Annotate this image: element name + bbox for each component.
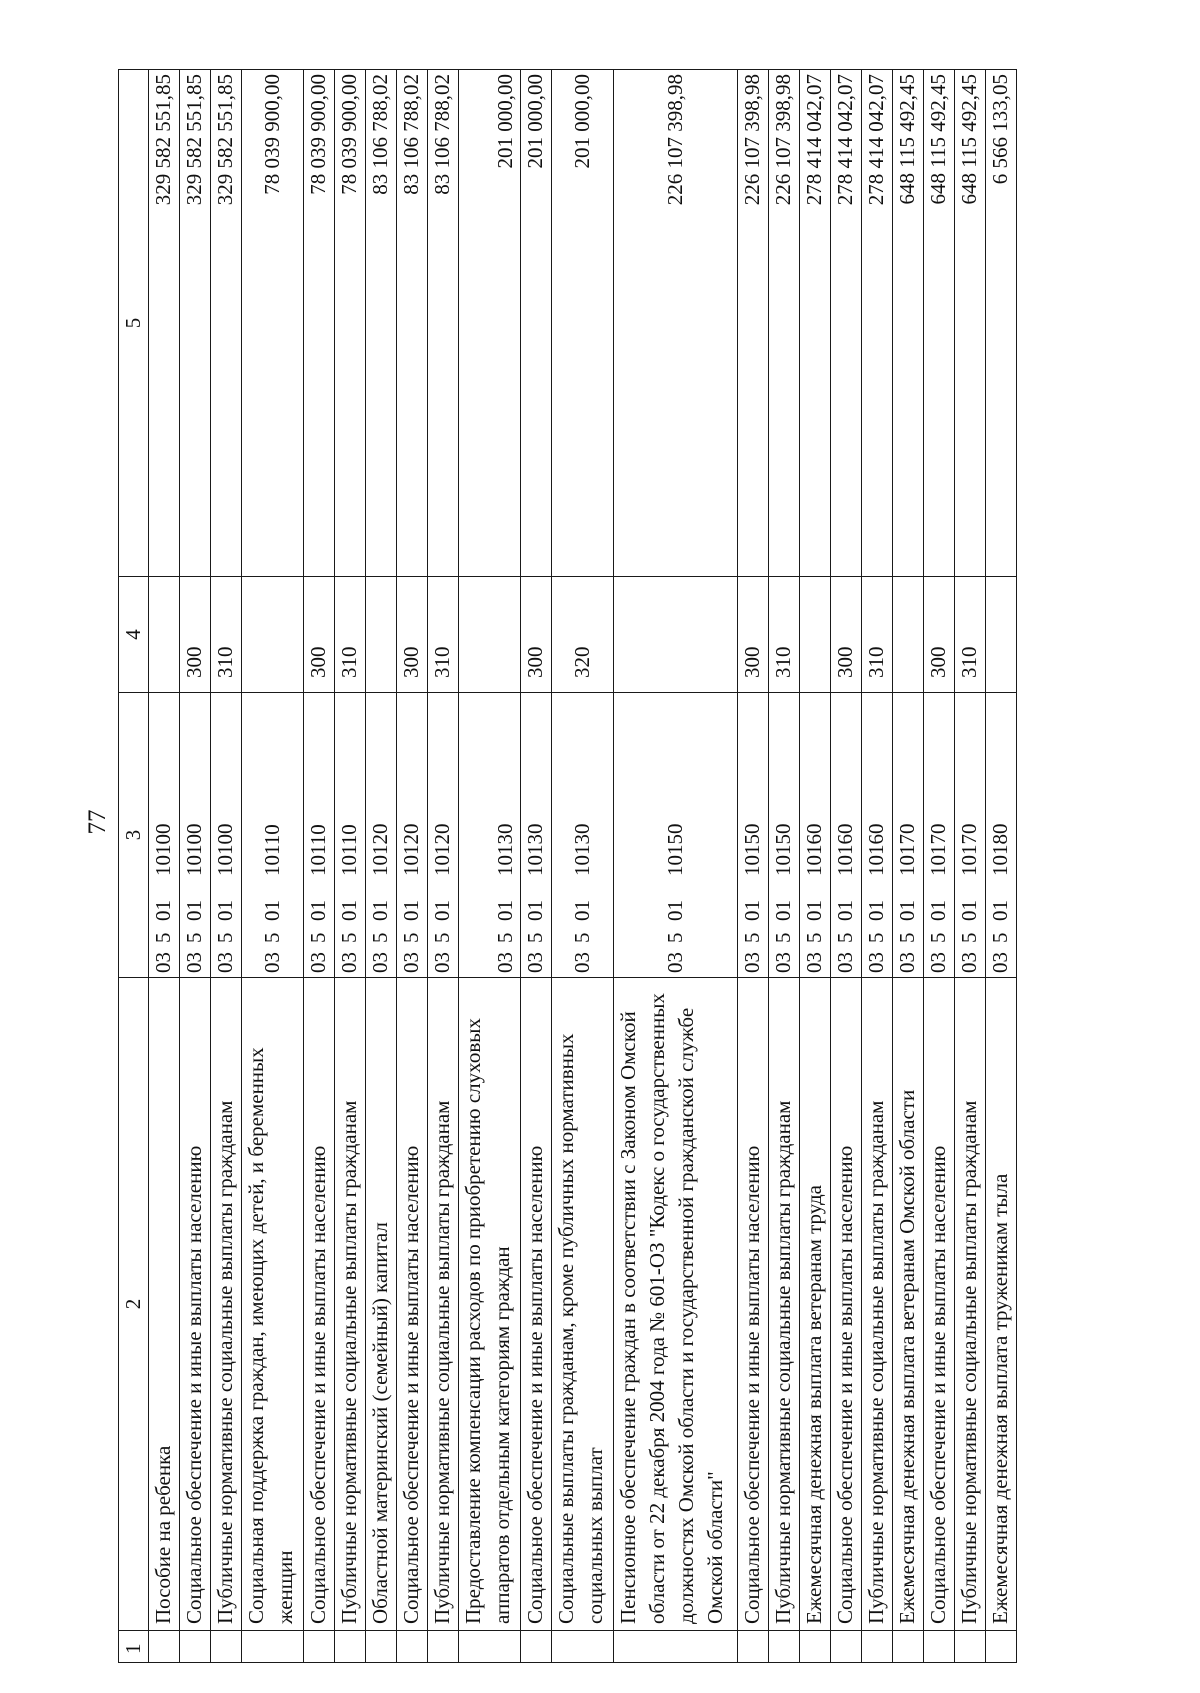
- header-col-2: 2: [119, 978, 149, 1631]
- row-index-cell: [552, 1631, 614, 1663]
- row-name: Публичные нормативные социальные выплаты гражданам: [862, 978, 893, 1631]
- code-program: 5: [337, 932, 361, 943]
- code-subprogram: 01: [864, 900, 888, 921]
- row-name: Публичные нормативные социальные выплаты гражданам: [428, 978, 459, 1631]
- row-amount: 78 039 900,00: [335, 70, 366, 577]
- row-expense-type: 300: [397, 577, 428, 693]
- code-target: 10110: [306, 824, 330, 876]
- budget-table: [118, 69, 1017, 1663]
- row-code-cell: [242, 693, 304, 978]
- row-amount: 329 582 551,85: [149, 70, 180, 577]
- row-expense-type: 310: [428, 577, 459, 693]
- header-col-5: 5: [119, 70, 149, 577]
- row-amount: 78 039 900,00: [304, 70, 335, 577]
- code-target: 10160: [864, 823, 888, 876]
- code-section: 03: [926, 952, 950, 973]
- row-amount: 201 000,00: [552, 70, 614, 577]
- row-name: Публичные нормативные социальные выплаты гражданам: [769, 978, 800, 1631]
- row-code-cell: [428, 693, 459, 978]
- code-section: 03: [957, 952, 981, 973]
- code-section: 03: [663, 952, 687, 973]
- code-subprogram: 01: [213, 900, 237, 921]
- code-subprogram: 01: [430, 900, 454, 921]
- table-row: [428, 70, 459, 1663]
- row-amount: 278 414 042,07: [831, 70, 862, 577]
- table-row: [800, 70, 831, 1663]
- code-section: 03: [399, 952, 423, 973]
- row-name: Социальное обеспечение и иные выплаты населению: [304, 978, 335, 1631]
- code-program: 5: [833, 932, 857, 943]
- code-target: 10170: [895, 823, 919, 876]
- row-index-cell: [180, 1631, 211, 1663]
- row-amount: 278 414 042,07: [862, 70, 893, 577]
- row-code-cell: [149, 693, 180, 978]
- row-name: Областной материнский (семейный) капитал: [366, 978, 397, 1631]
- header-row: [119, 70, 149, 1663]
- code-program: 5: [926, 932, 950, 943]
- row-amount: 201 000,00: [459, 70, 521, 577]
- row-index-cell: [769, 1631, 800, 1663]
- row-index-cell: [366, 1631, 397, 1663]
- row-name: Ежемесячная денежная выплата труженикам тыла: [986, 978, 1017, 1631]
- row-name: Социальные выплаты гражданам, кроме публичных нормативных социальных выплат: [552, 978, 614, 1631]
- code-subprogram: 01: [523, 900, 547, 921]
- row-index-cell: [831, 1631, 862, 1663]
- row-code-cell: [335, 693, 366, 978]
- row-index-cell: [335, 1631, 366, 1663]
- row-amount: 83 106 788,02: [366, 70, 397, 577]
- header-col-4: 4: [119, 577, 149, 693]
- row-name: Социальное обеспечение и иные выплаты населению: [397, 978, 428, 1631]
- code-section: 03: [523, 952, 547, 973]
- code-section: 03: [213, 952, 237, 973]
- table-row: [335, 70, 366, 1663]
- code-program: 5: [957, 932, 981, 943]
- table-row: [521, 70, 552, 1663]
- code-subprogram: 01: [260, 900, 284, 921]
- code-subprogram: 01: [151, 900, 175, 921]
- code-section: 03: [430, 952, 454, 973]
- table-row: [862, 70, 893, 1663]
- row-name: Публичные нормативные социальные выплаты гражданам: [955, 978, 986, 1631]
- code-subprogram: 01: [306, 900, 330, 921]
- row-code-cell: [738, 693, 769, 978]
- row-expense-type: 300: [738, 577, 769, 693]
- row-code-cell: [304, 693, 335, 978]
- row-expense-type: [149, 577, 180, 693]
- row-index-cell: [521, 1631, 552, 1663]
- row-name: Пособие на ребенка: [149, 978, 180, 1631]
- table-row: [738, 70, 769, 1663]
- code-target: 10150: [740, 823, 764, 876]
- row-expense-type: 300: [521, 577, 552, 693]
- row-amount: 648 115 492,45: [924, 70, 955, 577]
- row-name: Пенсионное обеспечение граждан в соответствии с Законом Омской области от 22 декабря 2004 года № 601-ОЗ "Кодекс о государственных должностях Омской области и государственной гражданской службе Омской области": [614, 978, 738, 1631]
- code-section: 03: [151, 952, 175, 973]
- code-target: 10100: [151, 823, 175, 876]
- row-expense-type: [614, 577, 738, 693]
- row-code-cell: [986, 693, 1017, 978]
- code-subprogram: 01: [833, 900, 857, 921]
- table-row: [614, 70, 738, 1663]
- code-subprogram: 01: [493, 900, 517, 921]
- row-amount: 83 106 788,02: [397, 70, 428, 577]
- code-subprogram: 01: [182, 900, 206, 921]
- row-code-cell: [552, 693, 614, 978]
- row-amount: 201 000,00: [521, 70, 552, 577]
- code-section: 03: [771, 952, 795, 973]
- row-index-cell: [955, 1631, 986, 1663]
- row-code-cell: [800, 693, 831, 978]
- row-amount: 226 107 398,98: [738, 70, 769, 577]
- row-code-cell: [614, 693, 738, 978]
- row-expense-type: [800, 577, 831, 693]
- table-row: [211, 70, 242, 1663]
- row-code-cell: [521, 693, 552, 978]
- row-code-cell: [769, 693, 800, 978]
- code-program: 5: [663, 932, 687, 943]
- code-section: 03: [493, 952, 517, 973]
- code-target: 10100: [213, 823, 237, 876]
- row-expense-type: 310: [862, 577, 893, 693]
- row-index-cell: [211, 1631, 242, 1663]
- row-amount: 226 107 398,98: [769, 70, 800, 577]
- table-row: [769, 70, 800, 1663]
- table-row: [397, 70, 428, 1663]
- row-index-cell: [986, 1631, 1017, 1663]
- code-target: 10150: [663, 823, 687, 876]
- row-amount: 648 115 492,45: [893, 70, 924, 577]
- row-amount: 78 039 900,00: [242, 70, 304, 577]
- code-program: 5: [988, 932, 1012, 943]
- code-program: 5: [523, 932, 547, 943]
- code-program: 5: [895, 932, 919, 943]
- row-expense-type: [242, 577, 304, 693]
- row-name: Социальное обеспечение и иные выплаты населению: [924, 978, 955, 1631]
- row-index-cell: [862, 1631, 893, 1663]
- code-subprogram: 01: [771, 900, 795, 921]
- row-expense-type: 310: [211, 577, 242, 693]
- code-subprogram: 01: [802, 900, 826, 921]
- code-program: 5: [493, 932, 517, 943]
- code-program: 5: [182, 932, 206, 943]
- table-row: [304, 70, 335, 1663]
- code-section: 03: [260, 952, 284, 973]
- page-number: 77: [84, 809, 111, 835]
- row-name: Социальная поддержка граждан, имеющих детей, и беременных женщин: [242, 978, 304, 1631]
- code-target: 10130: [570, 823, 594, 876]
- row-index-cell: [304, 1631, 335, 1663]
- code-target: 10160: [802, 823, 826, 876]
- row-amount: 278 414 042,07: [800, 70, 831, 577]
- table-row: [955, 70, 986, 1663]
- row-name: Ежемесячная денежная выплата ветеранам труда: [800, 978, 831, 1631]
- row-index-cell: [614, 1631, 738, 1663]
- code-target: 10120: [430, 823, 454, 876]
- code-target: 10120: [368, 823, 392, 876]
- code-section: 03: [895, 952, 919, 973]
- code-program: 5: [368, 932, 392, 943]
- code-program: 5: [570, 932, 594, 943]
- code-section: 03: [988, 952, 1012, 973]
- code-program: 5: [771, 932, 795, 943]
- row-expense-type: [986, 577, 1017, 693]
- code-subprogram: 01: [988, 900, 1012, 921]
- table-row: [986, 70, 1017, 1663]
- row-index-cell: [242, 1631, 304, 1663]
- code-section: 03: [182, 952, 206, 973]
- row-code-cell: [955, 693, 986, 978]
- table-row: [180, 70, 211, 1663]
- code-subprogram: 01: [740, 900, 764, 921]
- row-name: Социальное обеспечение и иные выплаты населению: [521, 978, 552, 1631]
- row-index-cell: [397, 1631, 428, 1663]
- row-expense-type: 300: [304, 577, 335, 693]
- rotated-page-content: [118, 70, 1124, 1663]
- row-amount: 329 582 551,85: [211, 70, 242, 577]
- code-target: 10150: [771, 823, 795, 876]
- code-program: 5: [430, 932, 454, 943]
- row-code-cell: [459, 693, 521, 978]
- code-section: 03: [833, 952, 857, 973]
- row-amount: 6 566 133,05: [986, 70, 1017, 577]
- code-program: 5: [213, 932, 237, 943]
- row-code-cell: [893, 693, 924, 978]
- row-code-cell: [211, 693, 242, 978]
- code-target: 10170: [957, 823, 981, 876]
- row-index-cell: [738, 1631, 769, 1663]
- code-section: 03: [802, 952, 826, 973]
- code-target: 10130: [523, 823, 547, 876]
- code-program: 5: [740, 932, 764, 943]
- code-program: 5: [864, 932, 888, 943]
- row-expense-type: 310: [955, 577, 986, 693]
- row-amount: 329 582 551,85: [180, 70, 211, 577]
- code-target: 10170: [926, 823, 950, 876]
- table-row: [924, 70, 955, 1663]
- row-index-cell: [800, 1631, 831, 1663]
- code-target: 10130: [493, 823, 517, 876]
- code-target: 10110: [337, 824, 361, 876]
- code-subprogram: 01: [895, 900, 919, 921]
- row-expense-type: 320: [552, 577, 614, 693]
- row-amount: 648 115 492,45: [955, 70, 986, 577]
- row-expense-type: 310: [335, 577, 366, 693]
- code-target: 10100: [182, 823, 206, 876]
- code-program: 5: [151, 932, 175, 943]
- row-amount: 83 106 788,02: [428, 70, 459, 577]
- table-row: [893, 70, 924, 1663]
- code-subprogram: 01: [663, 900, 687, 921]
- code-program: 5: [260, 932, 284, 943]
- header-col-3: 3: [119, 693, 149, 978]
- row-expense-type: [893, 577, 924, 693]
- row-index-cell: [149, 1631, 180, 1663]
- row-index-cell: [459, 1631, 521, 1663]
- code-target: 10110: [260, 824, 284, 876]
- row-code-cell: [397, 693, 428, 978]
- row-expense-type: [366, 577, 397, 693]
- code-section: 03: [864, 952, 888, 973]
- row-code-cell: [180, 693, 211, 978]
- code-section: 03: [368, 952, 392, 973]
- row-amount: 226 107 398,98: [614, 70, 738, 577]
- row-name: Социальное обеспечение и иные выплаты населению: [738, 978, 769, 1631]
- code-target: 10120: [399, 823, 423, 876]
- row-name: Социальное обеспечение и иные выплаты населению: [831, 978, 862, 1631]
- table-row: [366, 70, 397, 1663]
- code-program: 5: [802, 932, 826, 943]
- table-row: [459, 70, 521, 1663]
- header-col-1: 1: [119, 1631, 149, 1663]
- row-expense-type: 300: [831, 577, 862, 693]
- code-target: 10180: [988, 823, 1012, 876]
- row-index-cell: [924, 1631, 955, 1663]
- row-name: Ежемесячная денежная выплата ветеранам Омской области: [893, 978, 924, 1631]
- row-code-cell: [831, 693, 862, 978]
- row-expense-type: [459, 577, 521, 693]
- code-subprogram: 01: [337, 900, 361, 921]
- row-index-cell: [428, 1631, 459, 1663]
- code-subprogram: 01: [570, 900, 594, 921]
- row-code-cell: [366, 693, 397, 978]
- code-section: 03: [337, 952, 361, 973]
- row-name: Публичные нормативные социальные выплаты гражданам: [211, 978, 242, 1631]
- code-target: 10160: [833, 823, 857, 876]
- code-section: 03: [740, 952, 764, 973]
- code-program: 5: [399, 932, 423, 943]
- code-program: 5: [306, 932, 330, 943]
- code-subprogram: 01: [399, 900, 423, 921]
- row-expense-type: 310: [769, 577, 800, 693]
- row-expense-type: 300: [924, 577, 955, 693]
- code-section: 03: [570, 952, 594, 973]
- row-index-cell: [893, 1631, 924, 1663]
- row-name: Публичные нормативные социальные выплаты гражданам: [335, 978, 366, 1631]
- table-row: [831, 70, 862, 1663]
- row-name: Социальное обеспечение и иные выплаты населению: [180, 978, 211, 1631]
- code-subprogram: 01: [368, 900, 392, 921]
- row-code-cell: [924, 693, 955, 978]
- code-section: 03: [306, 952, 330, 973]
- table-row: [149, 70, 180, 1663]
- row-name: Предоставление компенсации расходов по приобретению слуховых аппаратов отдельным категориям граждан: [459, 978, 521, 1631]
- code-subprogram: 01: [926, 900, 950, 921]
- row-expense-type: 300: [180, 577, 211, 693]
- table-row: [552, 70, 614, 1663]
- table-row: [242, 70, 304, 1663]
- code-subprogram: 01: [957, 900, 981, 921]
- row-code-cell: [862, 693, 893, 978]
